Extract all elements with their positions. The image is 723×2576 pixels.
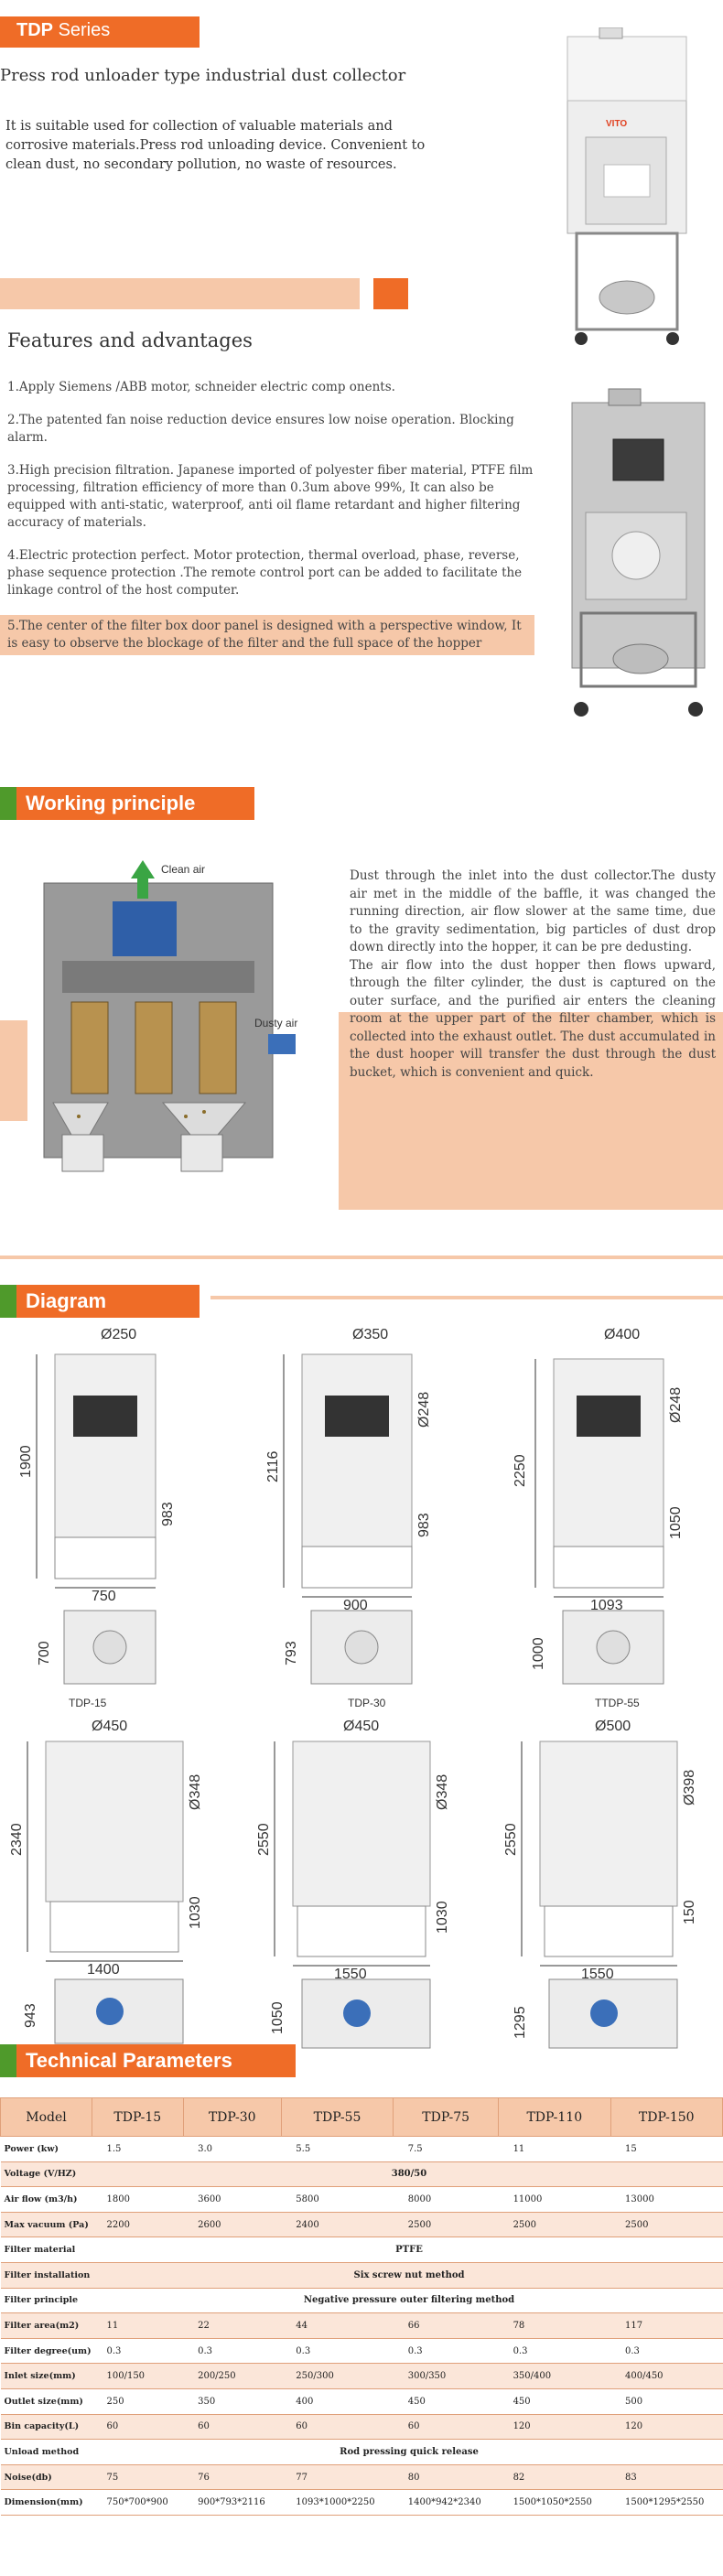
tech-params-title: Technical Parameters (16, 2044, 296, 2077)
table-row (1, 2388, 723, 2414)
table-cell: 1500*1295*2550 (610, 2490, 723, 2516)
diagram-bar (210, 1296, 723, 1299)
table-cell: 60 (92, 2414, 184, 2440)
diagram-model-2 (265, 1327, 467, 1711)
table-cell: 8000 (394, 2187, 499, 2213)
dim-outlet: Ø348 (188, 1773, 203, 1810)
table-cell: 200/250 (183, 2364, 281, 2389)
table-cell: 250/300 (281, 2364, 393, 2389)
table-cell: 750*700*900 (92, 2490, 184, 2516)
dim-depth: 700 (37, 1641, 52, 1665)
table-cell: 66 (394, 2313, 499, 2339)
dim-depth: 793 (284, 1641, 299, 1665)
table-cell: 120 (610, 2414, 723, 2440)
dim-inlet: Ø450 (343, 1719, 380, 1734)
table-cell: 82 (499, 2464, 610, 2490)
table-cell: 5800 (281, 2187, 393, 2213)
table-row (1, 2364, 723, 2389)
divider-line (0, 1256, 723, 1259)
table-cell: 500 (610, 2388, 723, 2414)
table-cell: 2500 (499, 2212, 610, 2237)
product-photo-2 (558, 384, 718, 723)
table-cell: 78 (499, 2313, 610, 2339)
table-cell: 100/150 (92, 2364, 184, 2389)
dim-depth: 1295 (513, 2006, 528, 2039)
row-label: Max vacuum (Pa) (1, 2212, 92, 2237)
table-cell: 2500 (394, 2212, 499, 2237)
dim-inlet: Ø400 (604, 1327, 641, 1342)
section-accent (0, 1285, 16, 1318)
table-cell: 11 (499, 2137, 610, 2162)
dim-width: 1093 (590, 1598, 623, 1613)
dim-height: 2250 (513, 1454, 528, 1487)
table-row (1, 2262, 723, 2288)
table-row (1, 2137, 723, 2162)
table-cell: Six screw nut method (92, 2262, 723, 2288)
col-header: TDP-110 (499, 2098, 610, 2137)
col-header: TDP-30 (183, 2098, 281, 2137)
row-label: Air flow (m3/h) (1, 2187, 92, 2213)
row-label: Filter principle (1, 2288, 92, 2313)
row-label: Filter area(m2) (1, 2313, 92, 2339)
tech-params-header (0, 2044, 296, 2077)
table-cell: PTFE (92, 2237, 723, 2263)
table-row (1, 2237, 723, 2263)
table-cell: 1400*942*2340 (394, 2490, 499, 2516)
table-cell: 450 (394, 2388, 499, 2414)
table-row (1, 2212, 723, 2237)
table-cell: 0.3 (499, 2338, 610, 2364)
dim-height: 1900 (18, 1445, 34, 1478)
table-cell: 400 (281, 2388, 393, 2414)
series-label: Series (58, 20, 111, 40)
table-cell: 250 (92, 2388, 184, 2414)
feature-item: 1.Apply Siemens /ABB motor, schneider electric comp onents. (7, 380, 395, 394)
table-cell: 76 (183, 2464, 281, 2490)
dim-side: 1030 (188, 1896, 203, 1929)
table-cell: 60 (281, 2414, 393, 2440)
diagram-model-3 (513, 1327, 714, 1711)
table-cell: Negative pressure outer filtering method (92, 2288, 723, 2313)
col-header: TDP-75 (394, 2098, 499, 2137)
table-cell: 0.3 (610, 2338, 723, 2364)
row-label: Noise(db) (1, 2464, 92, 2490)
working-principle-text (350, 868, 716, 1082)
clean-air-label: Clean air (161, 863, 206, 876)
table-cell: 120 (499, 2414, 610, 2440)
col-header: TDP-15 (92, 2098, 184, 2137)
section-accent (0, 787, 16, 820)
feature-item: 4.Electric protection perfect. Motor protection, thermal overload, phase, reverse, phase sequence protection .The remote control port can be added to facilitate the linkage control of the host computer. (7, 548, 523, 598)
series-brand: TDP (16, 20, 53, 40)
table-cell: 117 (610, 2313, 723, 2339)
table-header-row (1, 2098, 723, 2137)
dim-side: 150 (682, 1900, 697, 1924)
col-header: Model (1, 2098, 92, 2137)
dim-depth: 943 (23, 2003, 38, 2028)
dim-depth: 1050 (270, 2001, 286, 2034)
table-cell: 1.5 (92, 2137, 184, 2162)
dim-outlet: Ø348 (435, 1773, 450, 1810)
dim-width: 1550 (334, 1967, 367, 1982)
diagram-model-6 (503, 1719, 723, 2057)
dim-height: 2116 (265, 1450, 281, 1482)
dim-side: 983 (416, 1513, 432, 1537)
table-row (1, 2338, 723, 2364)
product-intro: It is suitable used for collection of valuable materials and corrosive materials.Press rod unloading device. Convenient to clean dust, no secondary pollution, no waste of resources. (5, 119, 426, 172)
row-label: Outlet size(mm) (1, 2388, 92, 2414)
row-label: Inlet size(mm) (1, 2364, 92, 2389)
dim-inlet: Ø500 (595, 1719, 631, 1734)
table-row (1, 2313, 723, 2339)
table-cell: 0.3 (183, 2338, 281, 2364)
product-subtitle: Press rod unloader type industrial dust collector (0, 66, 406, 85)
table-cell: 80 (394, 2464, 499, 2490)
dim-inlet: Ø250 (101, 1327, 137, 1342)
principle-para-1: Dust through the inlet into the dust collector.The dusty air met in the middle of the baffle, it was changed the running direction, air flow slower at the same time, due to the gravity sedimentation, big particles of dust drop down directly into the hopper, it can be pre dedusting. (350, 868, 716, 954)
table-cell: 350 (183, 2388, 281, 2414)
table-cell: 450 (499, 2388, 610, 2414)
diagram-model-4 (9, 1719, 229, 2057)
table-cell: 3.0 (183, 2137, 281, 2162)
table-cell: 83 (610, 2464, 723, 2490)
table-cell: 11 (92, 2313, 184, 2339)
table-row (1, 2440, 723, 2465)
feature-item-highlight: 5.The center of the filter box door panel is designed with a perspective window, It is easy to observe the blockage of the filter and the full space of the hopper (0, 615, 534, 655)
table-cell: 1800 (92, 2187, 184, 2213)
table-cell: 75 (92, 2464, 184, 2490)
model-name: TDP-15 (69, 1697, 107, 1709)
row-label: Dimension(mm) (1, 2490, 92, 2516)
row-label: Filter degree(um) (1, 2338, 92, 2364)
row-label: Unload method (1, 2440, 92, 2465)
table-row (1, 2288, 723, 2313)
brand-logo: VITO (606, 119, 628, 129)
dim-width: 750 (92, 1589, 116, 1604)
table-row (1, 2161, 723, 2187)
col-header: TDP-150 (610, 2098, 723, 2137)
table-cell: 1093*1000*2250 (281, 2490, 393, 2516)
table-cell: 2500 (610, 2212, 723, 2237)
col-header: TDP-55 (281, 2098, 393, 2137)
divider-bar (0, 278, 360, 309)
table-cell: 2600 (183, 2212, 281, 2237)
table-cell: 2400 (281, 2212, 393, 2237)
dim-outlet: Ø398 (682, 1769, 697, 1805)
working-principle-title: Working principle (16, 787, 254, 820)
feature-item: 2.The patented fan noise reduction device ensures low noise operation. Blocking alarm. (7, 413, 514, 445)
table-cell: 1500*1050*2550 (499, 2490, 610, 2516)
diagram-model-5 (256, 1719, 476, 2057)
row-label: Filter installation (1, 2262, 92, 2288)
table-cell: 44 (281, 2313, 393, 2339)
features-title: Features and advantages (7, 329, 253, 351)
dim-inlet: Ø350 (352, 1327, 389, 1342)
table-cell: 0.3 (394, 2338, 499, 2364)
dim-depth: 1000 (531, 1637, 546, 1670)
dim-side: 983 (160, 1502, 176, 1526)
table-cell: 0.3 (92, 2338, 184, 2364)
table-cell: 22 (183, 2313, 281, 2339)
row-label: Voltage (V/HZ) (1, 2161, 92, 2187)
dim-width: 1400 (87, 1962, 120, 1978)
table-cell: 60 (183, 2414, 281, 2440)
dim-outlet: Ø248 (668, 1386, 684, 1423)
dim-height: 2550 (256, 1823, 272, 1856)
features-list (7, 379, 534, 671)
table-row (1, 2464, 723, 2490)
diagram-header (0, 1285, 200, 1318)
dim-outlet: Ø248 (416, 1391, 432, 1428)
tech-params-table (0, 2097, 723, 2516)
section-accent (0, 2044, 16, 2077)
dim-height: 2550 (503, 1823, 519, 1856)
table-cell: 400/450 (610, 2364, 723, 2389)
row-label: Filter material (1, 2237, 92, 2263)
diagram-model-1 (18, 1327, 220, 1711)
table-cell: 300/350 (394, 2364, 499, 2389)
principle-para-2: The air flow into the dust hopper then flows upward, through the filter cylinder, the dust is captured on the outer surface, and the purified air enters the cleaning room at the upper part of the filter chamber, which is collected into the exhaust outlet. The dust accumulated in the dust hooper will transfer the dust through the dust bucket, which is convenient and quick. (350, 957, 716, 1080)
table-row (1, 2490, 723, 2516)
series-title (16, 20, 110, 41)
principle-side-bar (0, 1020, 27, 1121)
row-label: Power (kw) (1, 2137, 92, 2162)
table-cell: 11000 (499, 2187, 610, 2213)
table-cell: 2200 (92, 2212, 184, 2237)
table-cell: 5.5 (281, 2137, 393, 2162)
dim-side: 1050 (668, 1506, 684, 1539)
table-cell: 60 (394, 2414, 499, 2440)
table-cell: 0.3 (281, 2338, 393, 2364)
row-label: Bin capacity(L) (1, 2414, 92, 2440)
table-cell: 350/400 (499, 2364, 610, 2389)
table-cell: 77 (281, 2464, 393, 2490)
model-name: TDP-30 (348, 1697, 386, 1709)
dim-width: 900 (343, 1598, 368, 1613)
table-cell: 3600 (183, 2187, 281, 2213)
dusty-air-label: Dusty air (254, 1017, 298, 1029)
table-cell: 13000 (610, 2187, 723, 2213)
table-cell: 900*793*2116 (183, 2490, 281, 2516)
working-principle-diagram (35, 856, 309, 1185)
dim-height: 2340 (9, 1823, 25, 1856)
diagram-title: Diagram (16, 1285, 200, 1318)
working-principle-header (0, 787, 254, 820)
divider-accent (373, 278, 408, 309)
table-cell: 380/50 (92, 2161, 723, 2187)
table-cell: 15 (610, 2137, 723, 2162)
dim-inlet: Ø450 (92, 1719, 128, 1734)
table-cell: 7.5 (394, 2137, 499, 2162)
feature-item: 3.High precision filtration. Japanese imported of polyester fiber material, PTFE film processing, filtration efficiency of more than 0.3um above 99%, It can also be equipped with anti-static, waterproof, anti oil flame retardant and higher filtering accuracy of materials. (7, 463, 534, 530)
product-photo-1 (549, 27, 705, 352)
dim-width: 1550 (581, 1967, 614, 1982)
table-row (1, 2187, 723, 2213)
table-row (1, 2414, 723, 2440)
model-name: TTDP-55 (595, 1697, 640, 1709)
table-cell: Rod pressing quick release (92, 2440, 723, 2465)
dim-side: 1030 (435, 1901, 450, 1934)
